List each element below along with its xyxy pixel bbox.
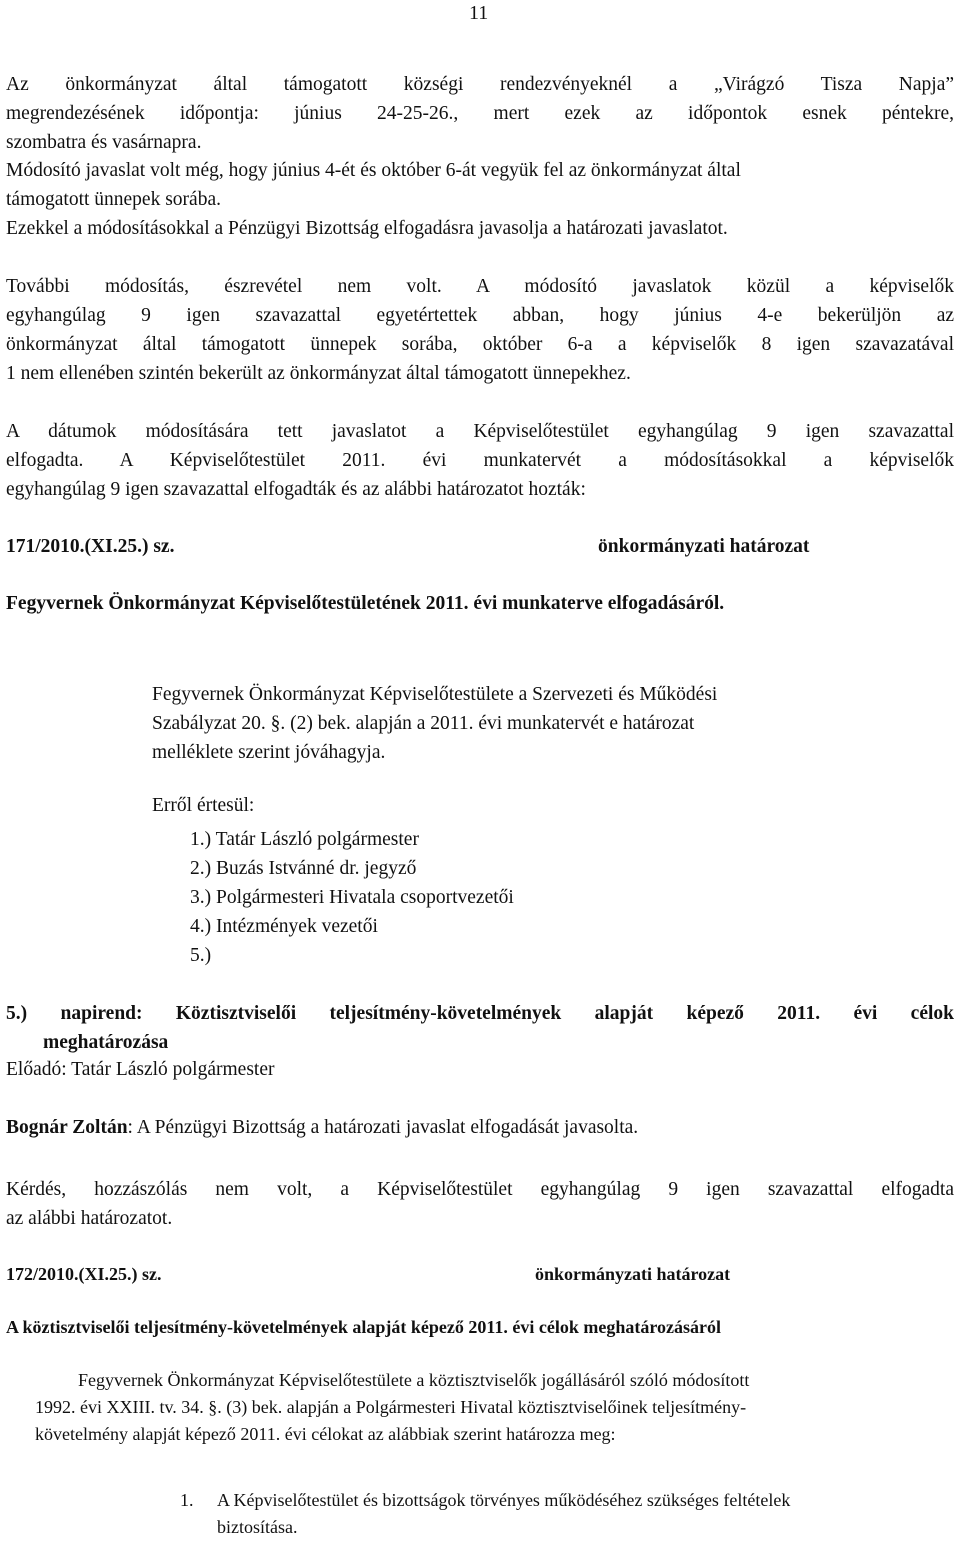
- goal-item-1: A Képviselőtestület és bizottságok törvényes működéséhez szükséges feltételek biztosítása.: [217, 1490, 791, 1537]
- resolution-172-body: Fegyvernek Önkormányzat Képviselőtestülete a köztisztviselők jogállásáról szóló módosított 1992. évi XXIII. tv. 34. §. (3) bek. alapján a Polgármesteri Hivatal köztisztviselőinek teljesítmény- követelmény alapját képező 2011. évi célokat az alábbiak szerint határozza meg:: [35, 1370, 750, 1444]
- recipient-list: [190, 825, 690, 970]
- list-item: 3.) Polgármesteri Hivatala csoportvezetői: [190, 887, 514, 908]
- paragraph-vote-goals: Kérdés, hozzászólás nem volt, a Képviselőtestület egyhangúlag 9 igen szavazattal elfogadta az alábbi határozatot.: [6, 1179, 954, 1229]
- list-item: 1.) Tatár László polgármester: [190, 829, 419, 850]
- paragraph-committee-recommendation: Ezekkel a módosításokkal a Pénzügyi Bizottság elfogadásra javasolja a határozati javaslatot.: [6, 218, 728, 239]
- resolution-171-body: Fegyvernek Önkormányzat Képviselőtestülete a Szervezeti és Működési Szabályzat 20. §. (2) bek. alapján a 2011. évi munkatervét e határozat melléklete szerint jóváhagyja.: [152, 684, 718, 763]
- agenda-5-heading: 5.) napirend: Köztisztviselői teljesítmény-követelmények alapját képező 2011. évi célok meghatározása: [6, 1003, 954, 1053]
- goal-item-1-number: 1.: [180, 1490, 194, 1510]
- resolution-171-kind: önkormányzati határozat: [598, 536, 810, 557]
- speaker-statement: Bognár Zoltán: A Pénzügyi Bizottság a határozati javaslat elfogadását javasolta.: [6, 1117, 639, 1138]
- speaker-name: Bognár Zoltán: [6, 1117, 128, 1138]
- paragraph-vote-holidays: További módosítás, észrevétel nem volt. A módosító javaslatok közül a képviselők egyhangúlag 9 igen szavazattal egyetértettek abban, hogy június 4-e bekerüljön az önkormányzat által támogatott ünnepek sorába, október 6-a a képviselők 8 igen szavazatával 1 nem ellenében szintén bekerült az önkormányzat által támogatott ünnepekhez.: [6, 276, 954, 384]
- list-item: 5.): [190, 945, 212, 966]
- resolution-172-number: 172/2010.(XI.25.) sz.: [6, 1264, 162, 1284]
- paragraph-holiday-proposal: Módosító javaslat volt még, hogy június 4-ét és október 6-át vegyük fel az önkormányzat által támogatott ünnepek sorába.: [6, 160, 741, 210]
- list-item: 2.) Buzás Istvánné dr. jegyző: [190, 858, 417, 879]
- paragraph-event-dates: Az önkormányzat által támogatott községi rendezvényeknél a „Virágzó Tisza Napja” megrendezésének időpontja: június 24-25-26., mert ezek az időpontok esnek péntekre, szombatra és vasárnapra.: [6, 74, 954, 153]
- notify-label: Erről értesül:: [152, 795, 255, 816]
- page-number: 11: [469, 2, 489, 24]
- resolution-171-title: Fegyvernek Önkormányzat Képviselőtestületének 2011. évi munkaterve elfogadásáról.: [6, 593, 725, 614]
- resolution-171-number: 171/2010.(XI.25.) sz.: [6, 536, 175, 557]
- paragraph-vote-workplan: A dátumok módosítására tett javaslatot a Képviselőtestület egyhangúlag 9 igen szavazattal elfogadta. A Képviselőtestület 2011. évi munkatervét a módosításokkal a képviselők egyhangúlag 9 igen szavazattal elfogadták és az alábbi határozatot hozták:: [6, 421, 954, 500]
- resolution-172-kind: önkormányzati határozat: [535, 1264, 731, 1284]
- resolution-172-title: A köztisztviselői teljesítmény-követelmények alapját képező 2011. évi célok meghatározásáról: [6, 1317, 722, 1337]
- list-item: 4.) Intézmények vezetői: [190, 916, 378, 937]
- presenter: Előadó: Tatár László polgármester: [6, 1059, 275, 1080]
